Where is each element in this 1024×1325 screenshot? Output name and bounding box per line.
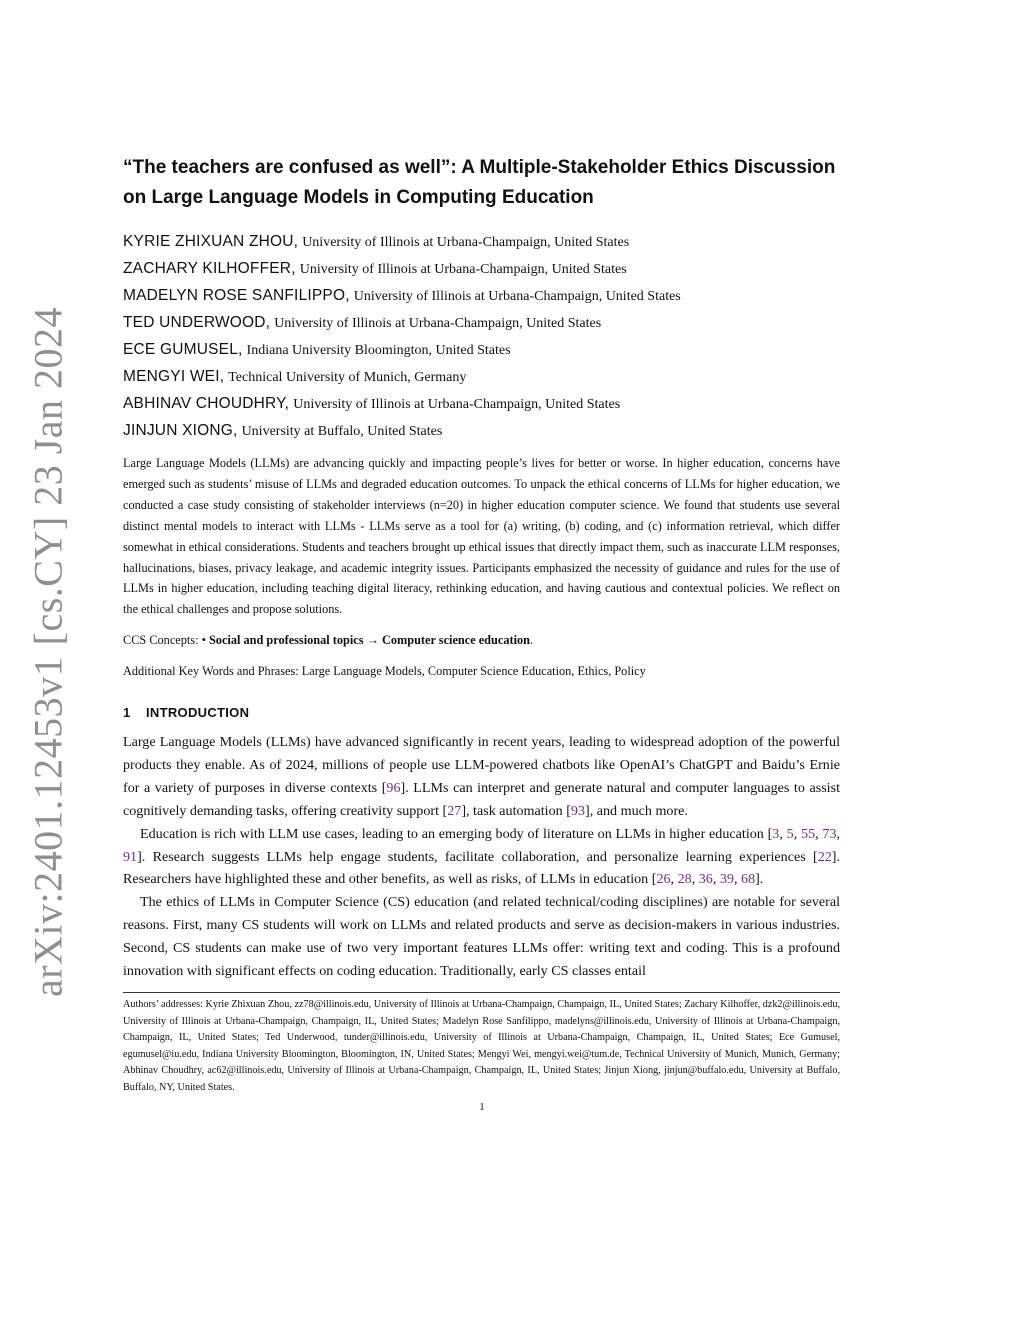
author-affiliation: University at Buffalo, United States xyxy=(241,424,443,439)
ccs-end: . xyxy=(529,633,534,647)
author-name: ABHINAV CHOUDHRY, xyxy=(123,395,290,412)
author-line xyxy=(123,282,853,309)
author-list xyxy=(123,228,853,444)
introduction-body xyxy=(123,731,840,983)
ccs-subconcept: Computer science education xyxy=(381,633,530,647)
text-span: , xyxy=(779,825,787,842)
text-span: ]. Research suggests LLMs help engage students, facilitate collaboration, and personalize learning experiences [ xyxy=(137,848,818,865)
text-span: , xyxy=(691,871,699,888)
text-span: ]. Researchers have highlighted these and other benefits, as well as risks, of LLMs in education [ xyxy=(123,848,840,888)
text-span: , xyxy=(815,825,823,842)
author-affiliation: University of Illinois at Urbana-Champaign, United States xyxy=(353,289,681,304)
author-name: TED UNDERWOOD, xyxy=(123,314,271,331)
citation-link[interactable]: 55 xyxy=(801,825,816,842)
author-addresses-footnote: Authors’ addresses: Kyrie Zhixuan Zhou, zz78@illinois.edu, University of Illinois at Urbana-Champaign, Champaign, IL, United States; Zachary Kilhoffer, dzk2@illinois.edu, University of Illinois at Urbana-Champaign, Champaign, IL, United States; Madelyn Rose Sanfilippo, madelyns@illinois.edu, University of Illinois at Urbana-Champaign, Champaign, IL, United States; Ted Underwood, tunder@illinois.edu, University of Illinois at Urbana-Champaign, Champaign, IL, United States; Ece Gumusel, egumusel@iu.edu, Indiana University Bloomington, Bloomington, IN, United States; Mengyi Wei, mengyi.wei@tum.de, Technical University of Munich, Munich, Germany; Abhinav Choudhry, ac62@illinois.edu, University of Illinois at Urbana-Champaign, Champaign, IL, United States; Jinjun Xiong, jinjun@buffalo.edu, University at Buffalo, Buffalo, NY, United States. xyxy=(123,999,840,1093)
citation-link[interactable]: 26 xyxy=(656,871,671,888)
author-line xyxy=(123,363,853,390)
citation-link[interactable]: 36 xyxy=(698,871,713,888)
text-span: ], task automation [ xyxy=(461,802,571,819)
citation-link[interactable]: 91 xyxy=(123,848,138,865)
author-line xyxy=(123,417,853,444)
arxiv-stamp: arXiv:2401.12453v1 [cs.CY] 23 Jan 2024 xyxy=(25,306,71,998)
author-line xyxy=(123,336,853,363)
citation-link[interactable]: 28 xyxy=(677,871,692,888)
citation-link[interactable]: 93 xyxy=(570,802,585,819)
citation-link[interactable]: 22 xyxy=(817,848,832,865)
citation-link[interactable]: 5 xyxy=(786,825,794,842)
author-line xyxy=(123,309,853,336)
footnote-divider xyxy=(123,992,840,993)
ccs-arrow: → xyxy=(366,633,379,647)
author-affiliation: University of Illinois at Urbana-Champaign, United States xyxy=(299,262,627,277)
author-name: KYRIE ZHIXUAN ZHOU, xyxy=(123,233,299,250)
author-line xyxy=(123,255,853,282)
citation-link[interactable]: 39 xyxy=(719,871,734,888)
author-affiliation: Technical University of Munich, Germany xyxy=(228,370,467,385)
author-name: MADELYN ROSE SANFILIPPO, xyxy=(123,287,350,304)
author-line xyxy=(123,228,853,255)
citation-link[interactable]: 73 xyxy=(822,825,837,842)
text-span: , xyxy=(712,871,720,888)
author-affiliation: University of Illinois at Urbana-Champaign, United States xyxy=(302,235,630,250)
text-span: Education is rich with LLM use cases, leading to an emerging body of literature on LLMs in higher education [ xyxy=(140,825,773,842)
text-span: ]. xyxy=(755,871,764,888)
paragraph xyxy=(123,731,840,823)
section-heading xyxy=(123,705,249,720)
abstract: Large Language Models (LLMs) are advancing quickly and impacting people’s lives for better or worse. In higher education, concerns have emerged such as students’ misuse of LLMs and degraded education outcomes. To unpack the ethical concerns of LLMs for higher education, we conducted a case study consisting of stakeholder interviews (n=20) in higher education computer science. We found that students use several distinct mental models to interact with LLMs - LLMs serve as a tool for (a) writing, (b) coding, and (c) information retrieval, which differ somewhat in ethical considerations. Students and teachers brought up ethical issues that directly impact them, such as inaccurate LLM responses, hallucinations, biases, privacy leakage, and academic integrity issues. Participants emphasized the necessity of guidance and rules for the use of LLMs in higher education, including teaching digital literacy, rethinking education, and having cautious and contextual policies. We reflect on the ethical challenges and propose solutions. xyxy=(123,456,840,617)
text-span: ], and much more. xyxy=(585,802,688,819)
paragraph: The ethics of LLMs in Computer Science (CS) education (and related technical/coding disciplines) are notable for several reasons. First, many CS students will work on LLMs and related products and serve as decision-makers in various industries. Second, CS students can make use of two very important features LLMs offer: writing text and coding. This is a profound innovation with significant effects on coding education. Traditionally, early CS classes entail xyxy=(123,894,840,980)
author-affiliation: University of Illinois at Urbana-Champaign, United States xyxy=(274,316,602,331)
paragraph xyxy=(123,823,840,892)
author-name: JINJUN XIONG, xyxy=(123,422,238,439)
text-span: , xyxy=(793,825,802,842)
citation-link[interactable]: 68 xyxy=(741,871,756,888)
text-span: , xyxy=(733,871,742,888)
text-span: , xyxy=(836,825,841,842)
ccs-concept: Social and professional topics xyxy=(208,633,364,647)
text-span: Large Language Models (LLMs) have advanced significantly in recent years, leading to widespread adoption of the powerful products they enable. As of 2024, millions of people use LLM-powered chatbots like OpenAI’s ChatGPT and Baidu’s Ernie for a variety of purposes in diverse contexts [ xyxy=(123,734,840,796)
ccs-concepts xyxy=(123,631,840,649)
author-name: ECE GUMUSEL, xyxy=(123,341,243,358)
section-title: INTRODUCTION xyxy=(146,705,250,720)
author-affiliation: University of Illinois at Urbana-Champaign, United States xyxy=(293,397,621,412)
author-name: MENGYI WEI, xyxy=(123,368,225,385)
paper-title: “The teachers are confused as well”: A Multiple-Stakeholder Ethics Discussion on Large Language Models in Computing Education xyxy=(123,157,836,208)
text-span: , xyxy=(670,871,678,888)
citation-link[interactable]: 96 xyxy=(386,779,401,796)
keywords: Additional Key Words and Phrases: Large Language Models, Computer Science Education, Ethics, Policy xyxy=(123,664,646,678)
citation-link[interactable]: 3 xyxy=(772,825,780,842)
page-number: 1 xyxy=(479,1102,485,1113)
citation-link[interactable]: 27 xyxy=(447,802,462,819)
author-affiliation: Indiana University Bloomington, United States xyxy=(246,343,511,358)
text-span: ]. LLMs can interpret and generate natural and computer languages to assist cognitively demanding tasks, offering creativity support [ xyxy=(123,779,840,819)
author-name: ZACHARY KILHOFFER, xyxy=(123,260,296,277)
ccs-label: CCS Concepts: • xyxy=(123,633,206,647)
author-line xyxy=(123,390,853,417)
section-number: 1 xyxy=(123,705,131,720)
